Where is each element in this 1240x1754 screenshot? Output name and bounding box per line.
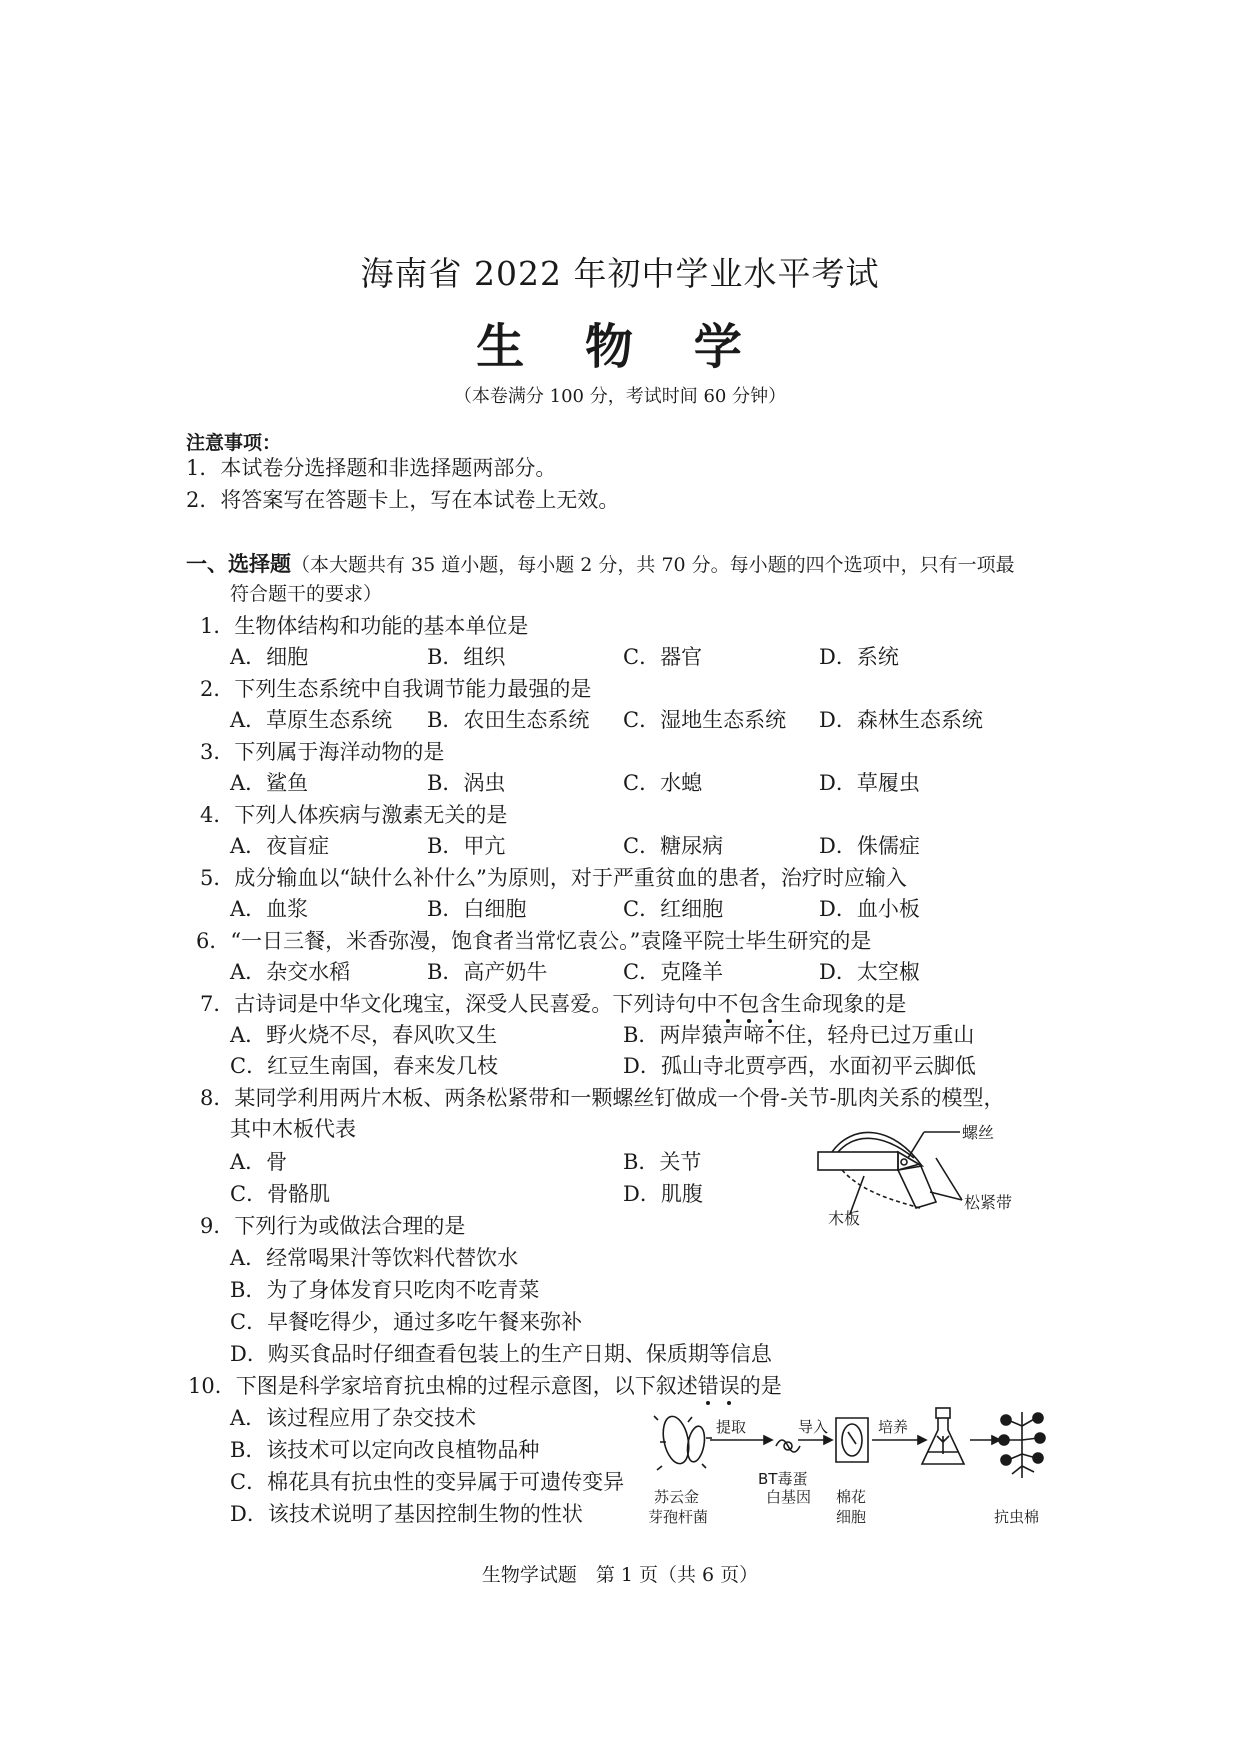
option-c: C．早餐吃得少，通过多吃午餐来弥补 bbox=[230, 1310, 583, 1334]
subject-title: 生 物 学 bbox=[476, 319, 764, 375]
question-stem: 2．下列生态系统中自我调节能力最强的是 bbox=[200, 677, 592, 701]
option-d: D．肌腹 bbox=[623, 1182, 703, 1206]
emphasis-char: 误 bbox=[718, 1374, 740, 1398]
option-c: C．水螅 bbox=[623, 771, 703, 795]
exam-title: 海南省 2022 年初中学业水平考试 bbox=[360, 254, 880, 293]
bt-cotton-process-figure bbox=[648, 1406, 1050, 1536]
option-c: C．骨骼肌 bbox=[230, 1182, 331, 1206]
stem-text: 10．下图是科学家培育抗虫棉的过程示意图，以下叙述 bbox=[188, 1374, 698, 1398]
emphasis-char: 错 bbox=[697, 1374, 719, 1398]
arrowhead bbox=[764, 1436, 772, 1444]
label-bacteria-2: 芽孢杆菌 bbox=[648, 1508, 709, 1526]
section-desc-cont: 符合题干的要求） bbox=[230, 583, 383, 605]
label-bacteria-1: 苏云金 bbox=[654, 1488, 700, 1506]
screw bbox=[901, 1159, 907, 1165]
option-a: A．经常喝果汁等饮料代替饮水 bbox=[230, 1246, 519, 1270]
label-gene-1: BT毒蛋 bbox=[758, 1470, 808, 1488]
label-screw: 螺丝 bbox=[962, 1123, 995, 1142]
question-stem: 6．“一日三餐，米香弥漫，饱食者当常忆袁公。”袁隆平院士毕生研究的是 bbox=[196, 929, 872, 953]
option-d: D．孤山寺北贾亭西，水面初平云脚低 bbox=[623, 1054, 976, 1078]
section-heading bbox=[186, 552, 1015, 577]
section-desc: （本大题共有 35 道小题，每小题 2 分，共 70 分。每小题的四个选项中，只有一项最 bbox=[291, 554, 1015, 576]
exam-info: （本卷满分 100 分，考试时间 60 分钟） bbox=[453, 386, 787, 407]
notice-heading: 注意事项： bbox=[186, 432, 282, 454]
option-d: D．侏儒症 bbox=[819, 834, 920, 858]
option-b: B．组织 bbox=[427, 645, 506, 669]
option-d: D．系统 bbox=[819, 645, 899, 669]
label-culture: 培养 bbox=[878, 1418, 909, 1436]
emphasis-text bbox=[698, 1374, 740, 1398]
option-a: A．夜盲症 bbox=[230, 834, 330, 858]
lower-board bbox=[898, 1164, 936, 1208]
label-result: 抗虫棉 bbox=[994, 1508, 1040, 1526]
emphasis-char: 包 bbox=[738, 992, 760, 1016]
question-stem bbox=[200, 992, 906, 1016]
option-b: B．该技术可以定向改良植物品种 bbox=[230, 1438, 540, 1462]
page-footer: 生物学试题 第 1 页（共 6 页） bbox=[481, 1564, 759, 1586]
bone-joint-muscle-figure bbox=[812, 1118, 1028, 1226]
question-stem: 8．某同学利用两片木板、两条松紧带和一颗螺丝钉做成一个骨-关节-肌肉关系的模型， bbox=[200, 1086, 1005, 1110]
question-stem: 4．下列人体疾病与激素无关的是 bbox=[200, 803, 508, 827]
arrowhead bbox=[824, 1436, 832, 1444]
option-a: A．草原生态系统 bbox=[230, 708, 393, 732]
option-b: B．为了身体发育只吃肉不吃青菜 bbox=[230, 1278, 540, 1302]
question-stem-cont: 其中木板代表 bbox=[230, 1117, 356, 1141]
option-d: D．该技术说明了基因控制生物的性状 bbox=[230, 1502, 583, 1526]
option-c: C．克隆羊 bbox=[623, 960, 724, 984]
option-b: B．关节 bbox=[623, 1150, 702, 1174]
section-title: 一、选择题 bbox=[186, 551, 291, 576]
option-a: A．细胞 bbox=[230, 645, 309, 669]
notice-item: 1．本试卷分选择题和非选择题两部分。 bbox=[186, 456, 557, 480]
option-c: C．器官 bbox=[623, 645, 703, 669]
label-band: 松紧带 bbox=[964, 1193, 1013, 1212]
option-b: B．白细胞 bbox=[427, 897, 527, 921]
cotton-plant-icon bbox=[999, 1412, 1045, 1478]
option-a: A．杂交水稻 bbox=[230, 960, 351, 984]
option-d: D．太空椒 bbox=[819, 960, 920, 984]
label-gene-2: 白基因 bbox=[766, 1488, 812, 1506]
stem-text: 7．古诗词是中华文化瑰宝，深受人民喜爱。下列诗句中 bbox=[200, 992, 718, 1016]
option-a: A．该过程应用了杂交技术 bbox=[230, 1406, 477, 1430]
option-c: C．糖尿病 bbox=[623, 834, 724, 858]
option-c: C．棉花具有抗虫性的变异属于可遗传变异 bbox=[230, 1470, 625, 1494]
emphasis-char: 含 bbox=[759, 992, 781, 1016]
option-a: A．血浆 bbox=[230, 897, 309, 921]
option-d: D．草履虫 bbox=[819, 771, 920, 795]
option-c: C．湿地生态系统 bbox=[623, 708, 787, 732]
option-b: B．农田生态系统 bbox=[427, 708, 590, 732]
emphasis-char: 不 bbox=[717, 992, 739, 1016]
option-b: B．两岸猿声啼不住，轻舟已过万重山 bbox=[623, 1023, 975, 1047]
stem-text: 的是 bbox=[739, 1374, 782, 1398]
question-stem: 9．下列行为或做法合理的是 bbox=[200, 1214, 466, 1238]
arrowhead bbox=[918, 1436, 926, 1444]
option-d: D．血小板 bbox=[819, 897, 920, 921]
option-a: A．野火烧不尽，春风吹又生 bbox=[230, 1023, 498, 1047]
label-cell-1: 棉花 bbox=[836, 1488, 867, 1506]
option-b: B．涡虫 bbox=[427, 771, 506, 795]
culture-flask-icon bbox=[922, 1408, 964, 1464]
label-import: 导入 bbox=[798, 1418, 829, 1436]
option-b: B．甲亢 bbox=[427, 834, 506, 858]
option-c: C．红豆生南国，春来发几枝 bbox=[230, 1054, 499, 1078]
label-cell-2: 细胞 bbox=[836, 1508, 867, 1526]
label-board: 木板 bbox=[828, 1209, 861, 1226]
notice-item: 2．将答案写在答题卡上，写在本试卷上无效。 bbox=[186, 488, 620, 512]
band-top bbox=[832, 1132, 922, 1166]
emphasis-text bbox=[717, 992, 780, 1016]
option-d: D．购买食品时仔细查看包装上的生产日期、保质期等信息 bbox=[230, 1342, 772, 1366]
question-stem: 5．成分输血以“缺什么补什么”为原则，对于严重贫血的患者，治疗时应输入 bbox=[200, 866, 907, 890]
gene-icon bbox=[776, 1440, 800, 1452]
stem-text: 生命现象的是 bbox=[780, 992, 907, 1016]
cotton-cell-icon bbox=[836, 1418, 868, 1462]
option-b: B．高产奶牛 bbox=[427, 960, 548, 984]
label-extract: 提取 bbox=[716, 1418, 747, 1436]
bacteria-icon bbox=[654, 1414, 712, 1470]
option-c: C．红细胞 bbox=[623, 897, 724, 921]
screw-leader-2 bbox=[908, 1132, 924, 1158]
question-stem: 1．生物体结构和功能的基本单位是 bbox=[200, 614, 529, 638]
question-stem bbox=[188, 1374, 782, 1398]
option-d: D．森林生态系统 bbox=[819, 708, 983, 732]
upper-board bbox=[818, 1152, 898, 1170]
question-stem: 3．下列属于海洋动物的是 bbox=[200, 740, 445, 764]
option-a: A．鲨鱼 bbox=[230, 771, 309, 795]
option-a: A．骨 bbox=[230, 1150, 288, 1174]
